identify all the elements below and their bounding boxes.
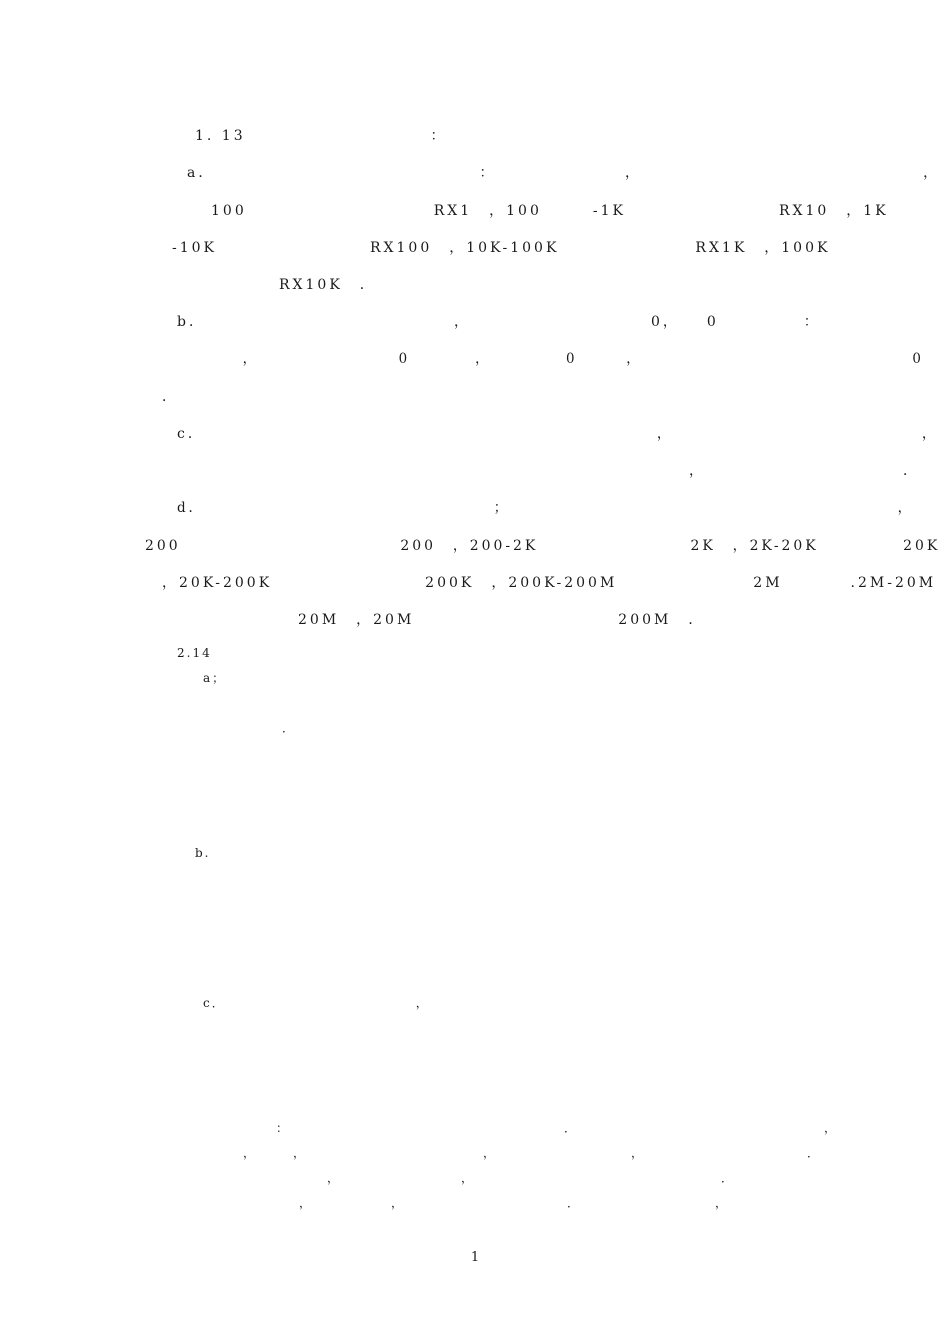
paragraph-line: 100 RX1 ，100 -1K RX10 ，1K xyxy=(160,203,923,219)
paragraph-line: ， ， ． ， xyxy=(145,1196,794,1210)
paragraph-line xyxy=(170,919,674,937)
paragraph-line: b． ， 0， 0 ： xyxy=(177,314,933,330)
paragraph-line xyxy=(170,944,674,962)
paragraph-line: ， 0 ， 0 ， 0 xyxy=(145,351,940,367)
paragraph-line: ， ， ， ， ． xyxy=(145,1146,844,1160)
paragraph-line xyxy=(170,1069,674,1087)
paragraph-line xyxy=(170,1044,688,1062)
paragraph-line: ，20K-200K 200K ，200K-200M 2M .2M-20M xyxy=(145,575,937,591)
paragraph-line xyxy=(170,794,674,812)
paragraph-line xyxy=(170,969,646,987)
paragraph-line xyxy=(170,744,702,762)
paragraph-line: ： ． ， xyxy=(150,1121,847,1135)
paragraph-line: d． ； ， xyxy=(177,500,941,516)
paragraph-line: -10K RX100 ，10K-100K RX1K ，100K xyxy=(172,240,916,256)
paragraph-line: ， ． xyxy=(145,463,920,479)
paragraph-line: a． ： ， ， xyxy=(187,165,941,181)
paragraph-line: RX10K ． xyxy=(160,277,377,293)
paragraph-line xyxy=(170,1094,324,1112)
paragraph-line: ． xyxy=(145,389,179,405)
paragraph-line: ． xyxy=(170,721,683,735)
subheading-b: b. xyxy=(195,846,295,860)
paragraph-line xyxy=(170,769,674,787)
paragraph-line xyxy=(218,869,694,887)
heading-2-14: 2.14 xyxy=(177,646,330,660)
paragraph-line xyxy=(170,819,240,837)
paragraph-line: 20M ，20M 200M ． xyxy=(145,612,706,628)
paragraph-line xyxy=(170,1019,674,1037)
page-number: 1 xyxy=(470,1250,480,1265)
paragraph-line: c． ， ， xyxy=(177,426,939,442)
heading-1-13: 1. 13 ： xyxy=(195,128,448,144)
paragraph-line xyxy=(218,694,680,712)
subheading-c: c． ， xyxy=(203,996,746,1010)
paragraph-line: 200 200 ，200-2K 2K ，2K-20K 20K xyxy=(145,538,941,554)
paragraph-line: ， ， ． xyxy=(145,1171,800,1185)
paragraph-line xyxy=(170,894,688,912)
subheading-a: a； xyxy=(203,671,319,685)
